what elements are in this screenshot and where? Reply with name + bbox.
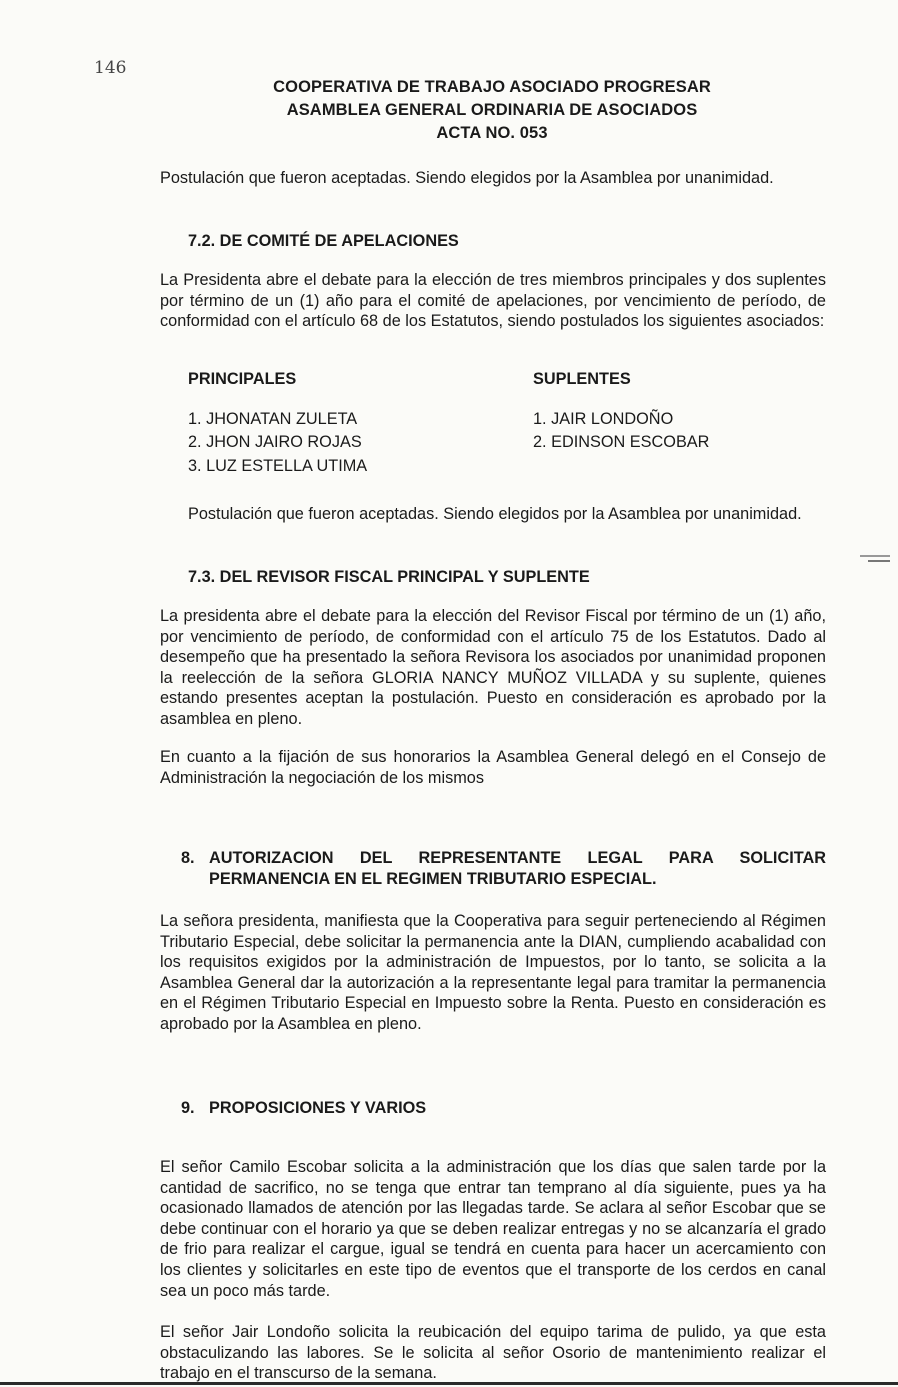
section-7-2-heading: 7.2. DE COMITÉ DE APELACIONES — [188, 232, 459, 250]
header-organization: COOPERATIVA DE TRABAJO ASOCIADO PROGRESAR — [273, 78, 711, 96]
section-8-number: 8. — [181, 849, 195, 867]
suplentes-title: SUPLENTES — [533, 370, 631, 388]
page-bottom-edge — [0, 1382, 898, 1385]
suplentes-column — [533, 368, 709, 455]
principal-item: 3. LUZ ESTELLA UTIMA — [188, 456, 368, 475]
section-7-3-paragraph-2: En cuanto a la fijación de sus honorarios la Asamblea General delegó en el Consejo de Administración la negociación de los mismos — [160, 748, 826, 787]
suplente-item: 1. JAIR LONDOÑO — [533, 409, 674, 428]
section-9-paragraph-2: El señor Jair Londoño solicita la reubicación del equipo tarima de pulido, ya que esta obstaculizando las labores. Se le solicita al señor Osorio de mantenimiento realizar el trabajo en el transcurso de la semana. — [160, 1323, 826, 1383]
intro-paragraph: Postulación que fueron aceptadas. Siendo elegidos por la Asamblea por unanimidad. — [160, 169, 774, 187]
header-acta-number: ACTA NO. 053 — [436, 124, 548, 142]
section-7-2-paragraph: La Presidenta abre el debate para la elección de tres miembros principales y dos suplentes por término de un (1) año para el comité de apelaciones, por vencimiento de período, de conformidad con el artículo 68 de los Estatutos, siendo postulados los siguientes asociados: — [160, 271, 826, 331]
section-9-heading-text: PROPOSICIONES Y VARIOS — [209, 1099, 427, 1117]
suplente-item: 2. EDINSON ESCOBAR — [533, 433, 710, 451]
section-8-heading — [181, 848, 826, 890]
section-7-2-closing: Postulación que fueron aceptadas. Siendo elegidos por la Asamblea por unanimidad. — [188, 505, 802, 523]
principal-item: 1. JHONATAN ZULETA — [188, 409, 358, 428]
header-assembly: ASAMBLEA GENERAL ORDINARIA DE ASOCIADOS — [286, 101, 698, 119]
section-7-3-heading: 7.3. DEL REVISOR FISCAL PRINCIPAL Y SUPLENTE — [188, 568, 590, 586]
section-7-3-paragraph-1: La presidenta abre el debate para la elección del Revisor Fiscal por término de un (1) año, por vencimiento de período, de conformidad con el artículo 75 de los Estatutos. Dado al desempeño que ha presentado la señora Revisora los asociados por unanimidad proponen la reelección de la señora GLORIA NANCY MUÑOZ VILLADA y su suplente, quienes estando presentes aceptan la postulación. Puesto en consideración es aprobado por la asamblea en pleno. — [160, 607, 826, 728]
principales-title: PRINCIPALES — [188, 370, 297, 388]
scan-edge-noise — [858, 120, 898, 1320]
section-9-heading — [181, 1098, 426, 1119]
principal-item: 2. JHON JAIRO ROJAS — [188, 433, 362, 451]
section-9-paragraph-1: El señor Camilo Escobar solicita a la administración que los días que salen tarde por la cantidad de sacrifico, no se tenga que entrar tan temprano al día siguiente, pues ya ha ocasionado llamados de atención por las llegadas tarde. Se aclara al señor Escobar que se debe continuar con el horario ya que se deben realizar entregas y no se alcanzaría el grado de frio para realizar el cargue, igual se tendrá en cuenta para hacer un acercamiento con los clientes y solicitarles en este tipo de eventos que el transporte de los cerdos en canal sea un poco más tarde. — [160, 1158, 826, 1300]
section-8-paragraph: La señora presidenta, manifiesta que la Cooperativa para seguir perteneciendo al Régimen Tributario Especial, debe solicitar la permanencia ante la DIAN, cumpliendo acabalidad con los requisitos exigidos por la administración de Impuestos, por lo tanto, se solicita a la Asamblea General dar la autorización a la representante legal para tramitar la permanencia en el Régimen Tributario Especial en Impuesto sobre la Renta. Puesto en consideración es aprobado por la Asamblea en pleno. — [160, 912, 826, 1033]
page-number: 146 — [94, 58, 127, 78]
document-header — [0, 76, 898, 145]
principales-column — [188, 368, 367, 478]
section-8-heading-line-1: AUTORIZACION DEL REPRESENTANTE LEGAL PARA SOLICITAR — [209, 849, 826, 867]
section-8-heading-line-2: PERMANENCIA EN EL REGIMEN TRIBUTARIO ESPECIAL. — [209, 870, 657, 888]
section-9-number: 9. — [181, 1099, 195, 1117]
